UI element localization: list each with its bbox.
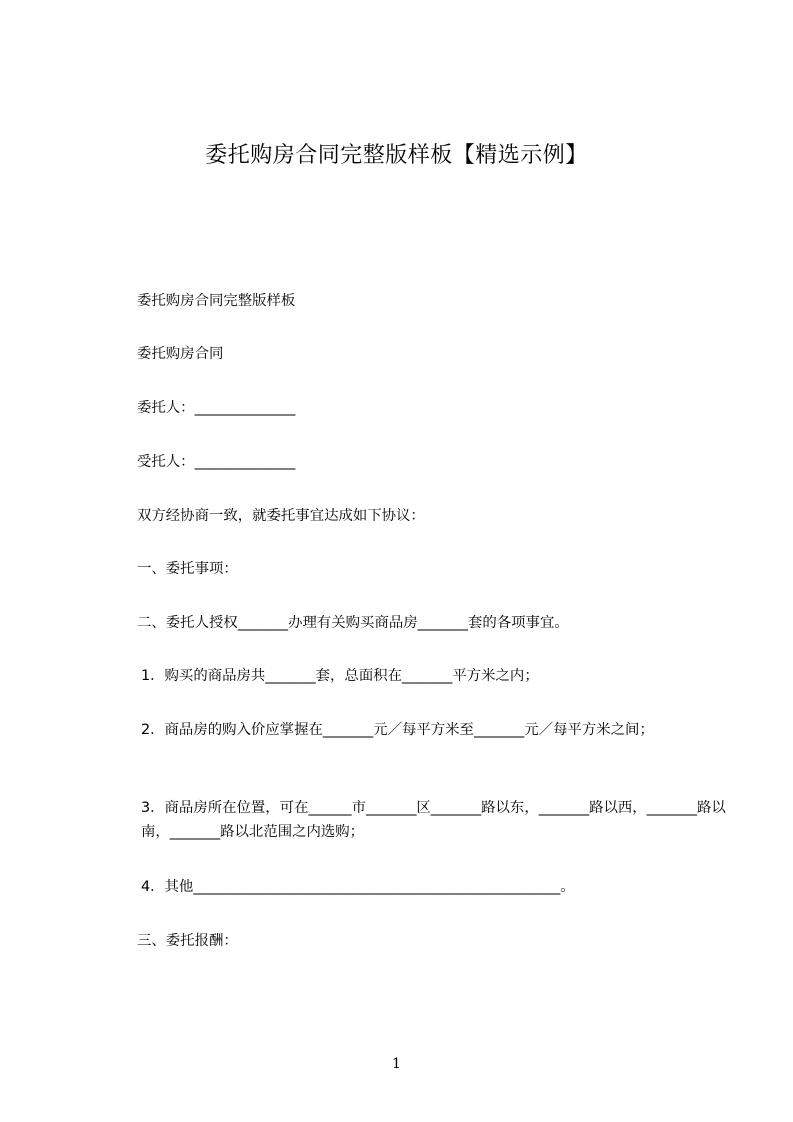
section-heading-2: 二、委托人授权_______办理有关购买商品房_______套的各项事宜。	[137, 615, 569, 631]
paragraph-principal: 委托人：______________	[137, 400, 296, 416]
paragraph-agreement-intro: 双方经协商一致，就委托事宜达成如下协议：	[137, 508, 425, 524]
section-heading-1: 一、委托事项：	[137, 561, 238, 577]
document-title: 委托购房合同完整版样板【精选示例】	[205, 143, 588, 168]
page-number: 1	[392, 1056, 401, 1072]
clause-4: 4．其他___________________________________________________。	[141, 879, 575, 895]
clause-2: 2．商品房的购入价应掌握在_______元／每平方米至_______元／每平方米之间；	[141, 722, 654, 738]
paragraph-agent: 受托人：______________	[137, 454, 296, 470]
paragraph-subtitle: 委托购房合同完整版样板	[137, 293, 296, 309]
clause-3: 3．商品房所在位置，可在______市_______区_______路以东，_______路以西，_______路以南，_______路以北范围之内选购；	[141, 800, 726, 840]
paragraph-contract-name: 委托购房合同	[137, 346, 224, 362]
section-heading-3: 三、委托报酬：	[137, 933, 238, 949]
clause-1: 1．购买的商品房共_______套，总面积在_______平方米之内；	[141, 668, 539, 684]
